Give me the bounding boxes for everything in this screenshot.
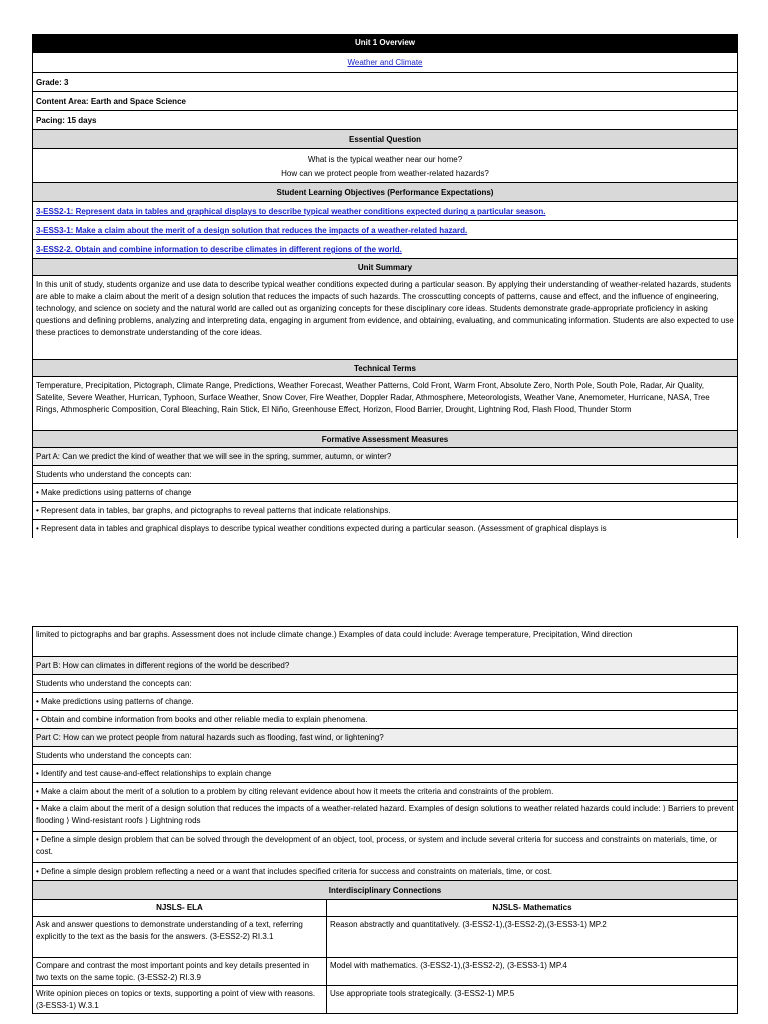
part-c-bullet-2: • Make a claim about the merit of a solution to a problem by citing relevant evidence about how it meets the criteria and constraints of the problem. (33, 783, 737, 801)
part-c-bullet-3: • Make a claim about the merit of a design solution that reduces the impacts of a weather-related hazard. Examples of design solutions to weather related hazards could include: ⟩ Barriers to prevent flooding ⟩ Wind-resistant roofs ⟩ Lightning rods (33, 801, 737, 832)
unit-overview-table-page-2 (32, 626, 738, 1014)
part-a-question: Part A: Can we predict the kind of weather that we will see in the spring, summer, autumn, or winter? (33, 448, 737, 466)
column-header-ela: NJSLS- ELA (33, 900, 327, 916)
slo-link-ess3-1[interactable]: 3-ESS3-1: Make a claim about the merit of a design solution that reduces the impacts of a weather-related hazard. (33, 221, 737, 240)
unit-overview-table-page-1 (32, 34, 738, 538)
technical-terms-text: Temperature, Precipitation, Pictograph, Climate Range, Predictions, Weather Forecast, Weather Patterns, Cold Front, Warm Front, Absolute Zero, North Pole, South Pole, Radar, Air Quality, Satelite, Severe Weather, Hurrican, Typhoon, Surface Weather, Snow Cover, Fire Weather, Doppler Radar, Athmosphere, Meteorologists, Weather Vane, Anemometer, Hurricane, NASA, Tree Rings, Athmospheric Composition, Coral Bleaching, Rain Stick, El Niño, Greenhouse Effect, Horizon, Flood Barrier, Drought, Lightning Rod, Flash Flood, Thunder Storm (33, 377, 737, 431)
pacing-field: Pacing: 15 days (33, 111, 737, 130)
slo-link-ess2-1[interactable]: 3-ESS2-1: Represent data in tables and graphical displays to describe typical weather conditions expected during a particular season. (33, 202, 737, 221)
table-row (33, 958, 737, 986)
ela-cell: Ask and answer questions to demonstrate understanding of a text, referring explicitly to the text as the basis for the answers. (3-ESS2-2) RI.3.1 (33, 917, 327, 957)
part-a-bullet-1: • Make predictions using patterns of change (33, 484, 737, 502)
column-header-math: NJSLS- Mathematics (492, 903, 572, 912)
unit-summary-text: In this unit of study, students organize and use data to describe typical weather conditions expected during a particular season. By applying their understanding of weather-related hazards, students are able to make a claim about the merit of a design solution that reduces the impacts of such hazards. The crosscutting concepts of patterns, cause and effect, and the influence of engineering, technology, and science on society and the natural world are called out as organizing concepts for these disciplinary core ideas. Students demonstrate grade-appropriate proficiency in asking questions and defining problems, analyzing and interpreting data, engaging in argument from evidence, and obtaining, evaluating, and communicating information. Students are also expected to use these practices to demonstrate understanding of the core ideas. (33, 276, 737, 360)
table-row (33, 917, 737, 958)
math-cell: Model with mathematics. (3-ESS2-1),(3-ESS2-2), (3-ESS3-1) MP.4 (330, 961, 567, 970)
part-b-intro: Students who understand the concepts can: (33, 675, 737, 693)
part-c-question: Part C: How can we protect people from natural hazards such as flooding, fast wind, or lightening? (33, 729, 737, 747)
content-area-field: Content Area: Earth and Space Science (33, 92, 737, 111)
part-b-question: Part B: How can climates in different regions of the world be described? (33, 657, 737, 675)
part-c-intro: Students who understand the concepts can: (33, 747, 737, 765)
part-c-bullet-1: • Identify and test cause-and-effect relationships to explain change (33, 765, 737, 783)
math-cell: Use appropriate tools strategically. (3-ESS2-1) MP.5 (330, 989, 515, 998)
part-a-continuation: limited to pictographs and bar graphs. Assessment does not include climate change.) Examples of data could include: Average temperature, Precipitation, Wind direction (33, 627, 737, 657)
part-a-bullet-3: • Represent data in tables and graphical displays to describe typical weather conditions expected during a particular season. (Assessment of graphical displays is (33, 520, 737, 538)
unit-name-link[interactable]: Weather and Climate (33, 53, 737, 73)
essential-questions (33, 149, 737, 183)
table-row (33, 986, 737, 1014)
ela-cell: Compare and contrast the most important points and key details presented in two texts on the same topic. (3-ESS2-2) RI.3.9 (33, 958, 327, 985)
unit-summary-header: Unit Summary (33, 259, 737, 276)
slo-header: Student Learning Objectives (Performance Expectations) (33, 183, 737, 202)
part-a-intro: Students who understand the concepts can: (33, 466, 737, 484)
interdisciplinary-column-headers (33, 900, 737, 917)
interdisciplinary-header: Interdisciplinary Connections (33, 881, 737, 900)
grade-field: Grade: 3 (33, 73, 737, 92)
part-b-bullet-1: • Make predictions using patterns of change. (33, 693, 737, 711)
essential-question-header: Essential Question (33, 130, 737, 149)
math-cell: Reason abstractly and quantitatively. (3-ESS2-1),(3-ESS2-2),(3-ESS3-1) MP.2 (330, 920, 607, 929)
technical-terms-header: Technical Terms (33, 360, 737, 377)
ela-cell: Write opinion pieces on topics or texts, supporting a point of view with reasons. (3-ESS3-1) W.3.1 (33, 986, 327, 1013)
part-c-bullet-4: • Define a simple design problem that can be solved through the development of an object, tool, process, or system and include several criteria for success and constraints on materials, time, or cost. (33, 832, 737, 863)
essential-question-1: What is the typical weather near our home? (307, 155, 463, 164)
part-a-bullet-2: • Represent data in tables, bar graphs, and pictographs to reveal patterns that indicate relationships. (33, 502, 737, 520)
part-b-bullet-2: • Obtain and combine information from books and other reliable media to explain phenomena. (33, 711, 737, 729)
unit-title: Unit 1 Overview (33, 35, 737, 53)
part-c-bullet-5: • Define a simple design problem reflecting a need or a want that includes specified criteria for success and constraints on materials, time, or cost. (33, 863, 737, 881)
formative-assessment-header: Formative Assessment Measures (33, 431, 737, 448)
slo-link-ess2-2[interactable]: 3-ESS2-2. Obtain and combine information to describe climates in different regions of the world. (33, 240, 737, 259)
essential-question-2: How can we protect people from weather-related hazards? (281, 169, 489, 178)
